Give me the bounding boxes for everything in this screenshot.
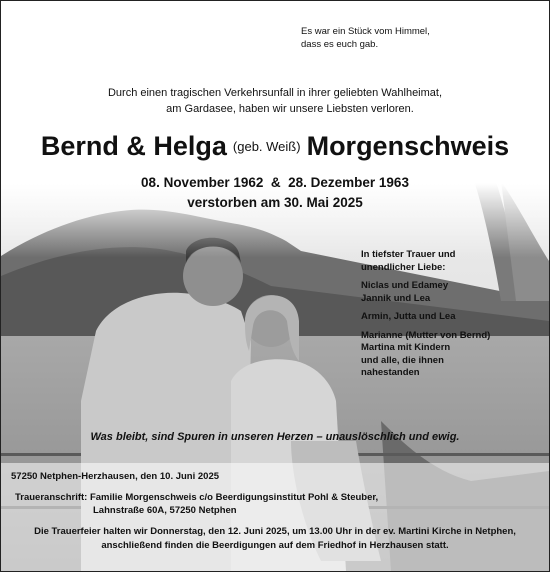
death-date: verstorben am 30. Mai 2025 (187, 195, 363, 210)
mourner-line: Armin, Jutta und Lea (361, 311, 456, 322)
deceased-names (1, 129, 549, 164)
mourners-heading-line: In tiefster Trauer und (361, 249, 456, 260)
mourners-heading (361, 249, 490, 274)
epitaph: Was bleibt, sind Spuren in unseren Herzen – unauslöschlich und ewig. (90, 431, 460, 443)
mourning-address (15, 491, 378, 517)
mourners-group-1 (361, 280, 490, 305)
quote-line-2: dass es euch gab. (301, 39, 379, 50)
funeral-line-2: anschließend finden die Beerdigungen auf dem Friedhof in Herzhausen statt. (101, 540, 449, 551)
mourners-list (361, 249, 490, 386)
first-names: Bernd & Helga (40, 131, 227, 161)
mourners-group-3 (361, 330, 490, 380)
surname: Morgenschweis (306, 131, 510, 161)
mourners-group-2 (361, 311, 490, 324)
mourner-line: Marianne (Mutter von Bernd) (361, 329, 491, 341)
quote-line-1: Es war ein Stück vom Himmel, (301, 26, 430, 37)
funeral-line-1: Die Trauerfeier halten wir Donnerstag, den 12. Juni 2025, um 13.00 Uhr in der ev. Martini Kirche in Netphen, (34, 526, 516, 537)
mourners-heading-line: unendlicher Liebe: (361, 261, 446, 273)
intro-line-2: am Gardasee, haben wir unsere Liebsten verloren. (166, 103, 414, 115)
mourner-line: und alle, die ihnen (361, 354, 444, 366)
maiden-name: (geb. Weiß) (232, 139, 301, 154)
address-line-2: Lahnstraße 60A, 57250 Netphen (93, 505, 237, 516)
birth-dates: 08. November 1962 & 28. Dezember 1963 (141, 175, 409, 190)
intro-text (1, 85, 549, 117)
intro-line-1: Durch einen tragischen Verkehrsunfall in ihrer geliebten Wahlheimat, (107, 87, 443, 99)
place-and-date: 57250 Netphen-Herzhausen, den 10. Juni 2025 (11, 471, 220, 482)
mourner-line: Niclas und Edamey (361, 280, 449, 291)
mourner-line: Martina mit Kindern (361, 342, 451, 353)
funeral-details (1, 525, 549, 553)
mourner-line: nahestanden (361, 367, 420, 378)
opening-quote (301, 25, 430, 51)
mourner-line: Jannik und Lea (361, 292, 431, 304)
address-line-1: Traueranschrift: Familie Morgenschweis c/o Beerdigungsinstitut Pohl & Steuber, (15, 492, 379, 503)
